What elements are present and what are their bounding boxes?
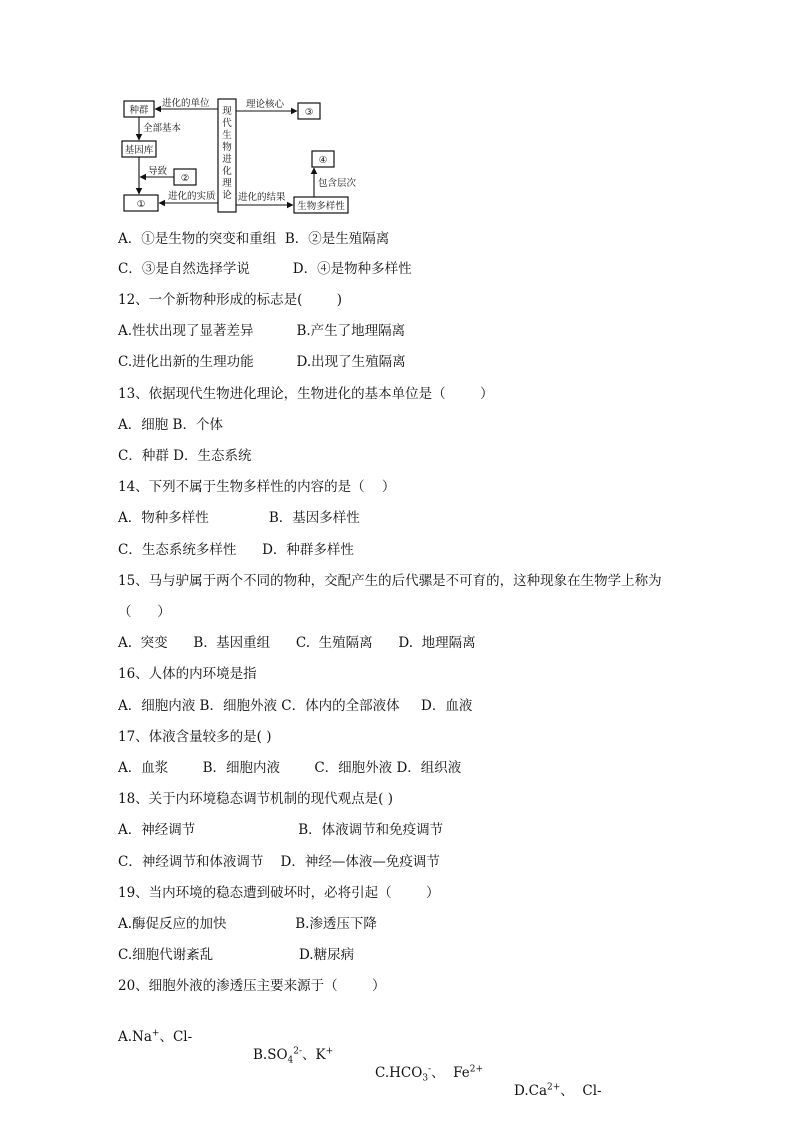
population-label: 种群 [129, 105, 149, 116]
edge-evolution-unit: 进化的单位 [162, 98, 210, 109]
q13-options-ab: A．细胞 B．个体 [118, 417, 223, 433]
edge-lead-to: 导致 [148, 166, 168, 177]
q12-stem: 12、一个新物种形成的标志是( ) [118, 292, 343, 308]
q18-stem: 18、关于内环境稳态调节机制的现代观点是( ) [118, 791, 394, 807]
q15-stem-paren: （ ） [118, 604, 171, 620]
q20-option-c: $C.HCO_3^-$、 $Fe^{2+}$ [375, 1064, 484, 1084]
edge-evolution-essence: 进化的实质 [168, 191, 216, 202]
center-char: 理 [222, 178, 232, 189]
q20-option-a: A.Na+、Cl- [118, 1028, 193, 1045]
q16-options: A．细胞内液 B．细胞外液 C．体内的全部液体 D．血液 [118, 698, 473, 714]
q20-options [118, 1010, 602, 1118]
center-char: 论 [222, 190, 232, 201]
center-char: 生 [222, 130, 232, 141]
center-char: 代 [222, 118, 232, 129]
q14-options-cd: C．生态系统多样性 D．种群多样性 [118, 542, 354, 558]
box-2-label: ② [180, 173, 190, 184]
q19-stem: 19、当内环境的稳态遭到破坏时，必将引起（ ） [118, 885, 440, 901]
q11-options-cd: C．③是自然选择学说 D．④是物种多样性 [118, 261, 412, 277]
q15-options: A. 突变 B. 基因重组 C. 生殖隔离 D. 地理隔离 [118, 635, 476, 651]
box-4-label: ④ [318, 155, 328, 166]
q20-stem: 20、细胞外液的渗透压主要来源于（ ） [118, 978, 386, 994]
q20-option-b: $B.SO_4^{2-}$、K+ [253, 1046, 334, 1066]
q19-options-cd: C.细胞代谢紊乱 D.糖尿病 [118, 947, 355, 963]
q19-options-ab: A.酶促反应的加快 B.渗透压下降 [118, 916, 377, 932]
q15-stem: 15、马与驴属于两个不同的物种，交配产生的后代骡是不可育的，这种现象在生物学上称为 [118, 573, 662, 589]
q13-options-cd: C．种群 D．生态系统 [118, 448, 252, 464]
center-theory-label [222, 106, 232, 201]
q13-stem: 13、依据现代生物进化理论，生物进化的基本单位是（ ） [118, 386, 494, 402]
center-char: 进 [222, 154, 232, 165]
edge-includes-levels: 包含层次 [318, 178, 357, 189]
q11-options-ab: A．①是生物的突变和重组 B．②是生殖隔离 [118, 231, 390, 247]
q12-options-cd: C.进化出新的生理功能 D.出现了生殖隔离 [118, 354, 406, 370]
q12-options-ab: A.性状出现了显著差异 B.产生了地理隔离 [118, 323, 406, 339]
q14-options-ab: A．物种多样性 B．基因多样性 [118, 510, 360, 526]
q14-stem: 14、下列不属于生物多样性的内容的是（ ） [118, 479, 396, 495]
q16-stem: 16、人体的内环境是指 [118, 666, 257, 682]
q17-options: A．血浆 B．细胞内液 C．细胞外液 D．组织液 [118, 760, 462, 776]
q18-options-cd: C．神经调节和体液调节 D．神经—体液—免疫调节 [118, 854, 440, 870]
center-char: 物 [222, 142, 232, 153]
box-3-label: ③ [304, 107, 314, 118]
evolution-concept-diagram [118, 95, 358, 217]
q17-stem: 17、体液含量较多的是( ) [118, 729, 272, 745]
biodiversity-label: 生物多样性 [297, 201, 345, 212]
edge-all-basic: 全部基本 [143, 123, 182, 134]
q20-option-d: $D.Ca^{2+}$、 Cl- [514, 1082, 602, 1099]
center-char: 化 [222, 166, 232, 177]
edge-evolution-result: 进化的结果 [238, 192, 286, 203]
box-1-label: ① [136, 199, 146, 210]
edge-theory-core: 理论核心 [246, 99, 285, 110]
center-char: 现 [222, 106, 232, 117]
gene-pool-label: 基因库 [124, 145, 154, 156]
q18-options-ab: A．神经调节 B．体液调节和免疫调节 [118, 822, 444, 838]
